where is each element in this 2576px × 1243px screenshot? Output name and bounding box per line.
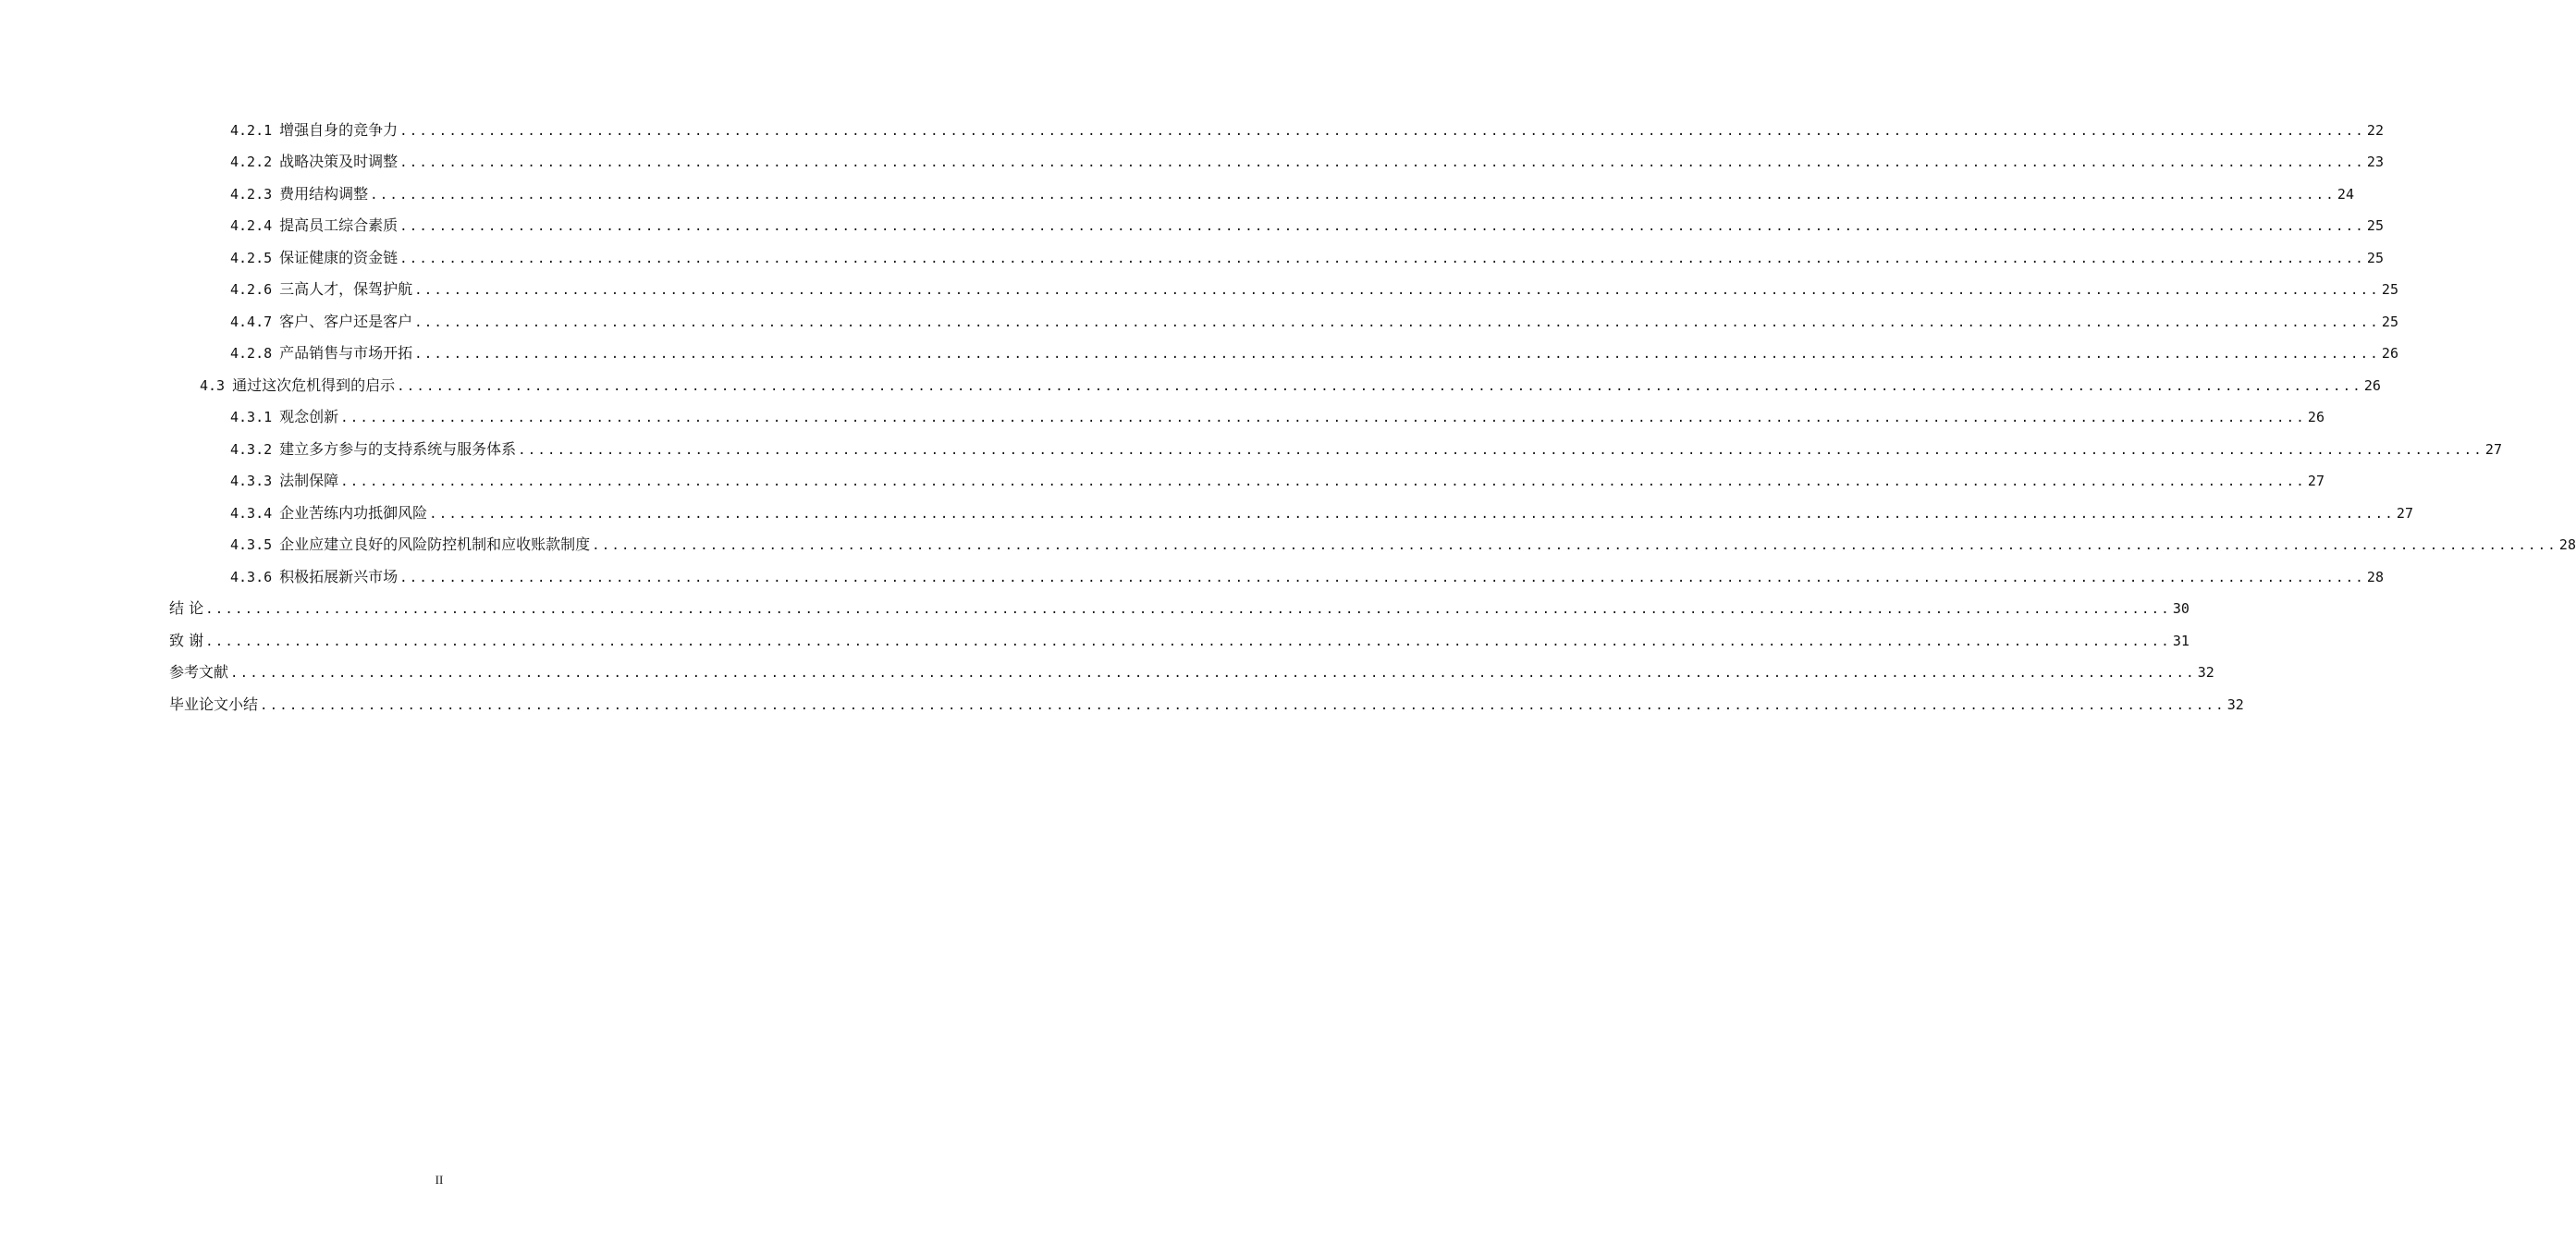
toc-entry-page: 28 [2366, 568, 2384, 585]
toc-entry-number: 4.2.5 [230, 249, 273, 266]
toc-dot-leader: ........................................................................................................................................................................................................ [397, 378, 2362, 394]
toc-dot-leader: ........................................................................................................................................................................................................ [399, 251, 2365, 266]
toc-entry-title: 观念创新 [279, 408, 339, 425]
toc-entry-page: 24 [2337, 185, 2354, 203]
toc-dot-leader: ........................................................................................................................................................................................................ [370, 187, 2336, 203]
toc-entry-title: 结 论 [169, 599, 204, 617]
toc-dot-leader: ........................................................................................................................................................................................................ [340, 474, 2306, 489]
toc-dot-leader: ........................................................................................................................................................................................................ [230, 666, 2196, 681]
toc-dot-leader: ........................................................................................................................................................................................................ [399, 123, 2365, 139]
toc-entry-number: 4.4.7 [230, 313, 273, 330]
toc-entry[interactable] [0, 178, 2354, 211]
toc-entry-page: 30 [2172, 600, 2190, 617]
toc-entry-number: 4.2.2 [230, 154, 273, 170]
toc-entry-title: 三高人才，保驾护航 [279, 280, 413, 298]
toc-entry-title: 毕业论文小结 [169, 695, 259, 713]
toc-entry-number: 4.3.5 [230, 536, 273, 553]
toc-entry[interactable] [0, 338, 2398, 371]
toc-entry[interactable] [0, 306, 2398, 338]
toc-entry[interactable] [0, 115, 2384, 147]
toc-dot-leader: ........................................................................................................................................................................................................ [414, 347, 2380, 362]
toc-entry[interactable] [0, 147, 2384, 179]
toc-dot-leader: ........................................................................................................................................................................................................ [260, 697, 2226, 713]
toc-dot-leader: ........................................................................................................................................................................................................ [205, 634, 2171, 649]
toc-entry-number: 4.3.3 [230, 473, 273, 489]
toc-entry[interactable] [0, 625, 2190, 658]
toc-entry[interactable] [0, 498, 2413, 530]
toc-entry-title: 保证健康的资金链 [279, 248, 399, 266]
toc-entry-page: 28 [2558, 536, 2576, 553]
toc-entry-page: 26 [2307, 409, 2325, 425]
toc-entry-page: 32 [2197, 664, 2214, 681]
toc-entry[interactable] [0, 689, 2244, 721]
toc-entry-title: 战略决策及时调整 [279, 153, 399, 170]
table-of-contents [0, 115, 2576, 721]
page-number: II [435, 1173, 444, 1187]
toc-dot-leader: ........................................................................................................................................................................................................ [205, 602, 2171, 617]
toc-entry-page: 22 [2366, 121, 2384, 139]
toc-entry-title: 致 谢 [169, 631, 204, 649]
toc-dot-leader: ........................................................................................................................................................................................................ [592, 538, 2558, 553]
toc-entry[interactable] [0, 434, 2502, 466]
toc-dot-leader: ........................................................................................................................................................................................................ [399, 155, 2365, 170]
toc-entry-page: 25 [2381, 313, 2398, 330]
toc-entry[interactable] [0, 561, 2384, 594]
toc-entry-page: 23 [2366, 154, 2384, 170]
toc-entry-page: 25 [2366, 249, 2384, 266]
toc-entry-page: 26 [2381, 345, 2398, 362]
toc-dot-leader: ........................................................................................................................................................................................................ [429, 506, 2395, 522]
toc-entry-page: 27 [2307, 473, 2325, 489]
toc-entry-title: 增强自身的竞争力 [279, 120, 399, 139]
toc-entry-title: 企业苦练内功抵御风险 [279, 503, 428, 522]
toc-entry[interactable] [0, 370, 2381, 402]
toc-dot-leader: ........................................................................................................................................................................................................ [414, 314, 2380, 330]
toc-entry-number: 4.2.3 [230, 185, 273, 203]
toc-entry[interactable] [0, 402, 2325, 435]
toc-entry-page: 32 [2226, 695, 2244, 713]
toc-entry-number: 4.3.6 [230, 568, 273, 585]
toc-entry-title: 法制保障 [279, 472, 339, 489]
toc-entry-page: 25 [2366, 217, 2384, 234]
toc-entry-title: 参考文献 [169, 663, 229, 681]
toc-dot-leader: ........................................................................................................................................................................................................ [518, 442, 2484, 458]
toc-entry[interactable] [0, 242, 2384, 275]
toc-entry-number: 4.2.8 [230, 345, 273, 362]
toc-entry-page: 27 [2484, 440, 2502, 458]
toc-entry[interactable] [0, 275, 2398, 307]
toc-dot-leader: ........................................................................................................................................................................................................ [399, 219, 2365, 234]
toc-entry-title: 积极拓展新兴市场 [279, 567, 399, 585]
toc-entry-page: 26 [2363, 376, 2381, 394]
toc-entry-number: 4.2.6 [230, 281, 273, 298]
toc-entry[interactable] [0, 211, 2384, 243]
toc-entry-number: 4.3.2 [230, 440, 273, 458]
toc-dot-leader: ........................................................................................................................................................................................................ [340, 411, 2306, 425]
toc-entry-title: 费用结构调整 [279, 184, 369, 203]
toc-entry-number: 4.3.1 [230, 409, 273, 425]
toc-entry-page: 25 [2381, 281, 2398, 298]
toc-entry-number: 4.2.1 [230, 121, 273, 139]
toc-entry-title: 建立多方参与的支持系统与服务体系 [279, 439, 517, 458]
toc-entry-title: 客户、客户还是客户 [279, 312, 413, 330]
toc-entry-title: 提高员工综合素质 [279, 216, 399, 234]
toc-dot-leader: ........................................................................................................................................................................................................ [399, 570, 2365, 585]
toc-entry-number: 4.3.4 [230, 504, 273, 522]
toc-entry[interactable] [0, 594, 2190, 626]
toc-entry[interactable] [0, 466, 2325, 498]
toc-entry-title: 通过这次危机得到的启示 [232, 375, 396, 394]
toc-entry-page: 27 [2396, 504, 2413, 522]
toc-entry-title: 产品销售与市场开拓 [279, 344, 413, 362]
toc-dot-leader: ........................................................................................................................................................................................................ [414, 283, 2380, 298]
toc-entry-number: 4.3 [200, 376, 226, 394]
toc-entry-title: 企业应建立良好的风险防控机制和应收账款制度 [279, 535, 591, 553]
toc-entry[interactable] [0, 530, 2576, 562]
toc-entry-page: 31 [2172, 632, 2190, 649]
toc-entry-number: 4.2.4 [230, 217, 273, 234]
toc-entry[interactable] [0, 658, 2214, 690]
